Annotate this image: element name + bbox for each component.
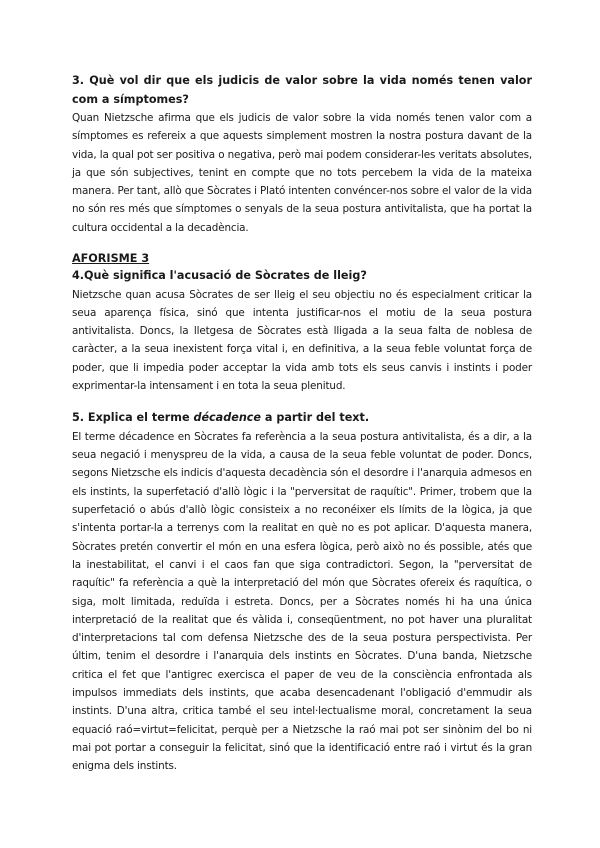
question-5-title-suffix: a partir del text. bbox=[261, 411, 370, 425]
question-5-section bbox=[72, 409, 532, 775]
question-3-section bbox=[72, 72, 532, 237]
aphorism-3-heading: AFORISME 3 bbox=[72, 252, 150, 266]
question-5-title bbox=[72, 409, 532, 428]
document-page bbox=[72, 72, 532, 776]
question-5-answer: El terme décadence en Sòcrates fa referència a la seua postura antivitalista, és a dir, a la seua negació i menyspreu de la vida, a causa de la seua feble voluntat de poder. Doncs, segons Nietzsche els indicis d'aquesta decadència són el desordre i l'anarquia admesos en els instints, la superfetació d'allò lògic i la "perversitat de raquític". Primer, trobem que la superfetació o abús d'allò lògic consisteix a no reconéixer els límits de la lògica, ja que s'intenta portar-la a terrenys com la realitat en què no es pot aplicar. D'aquesta manera, Sòcrates pretén convertir el món en una esfera lògica, però això no és possible, atés que la inestabilitat, el canvi i el caos fan que siga contradictori. Segon, la "perversitat de raquític" fa referència a què la interpretació del món que Sòcrates ofereix és raquítica, o siga, molt limitada, reduïda i estreta. Doncs, per a Sòcrates només hi ha una única interpretació de la realitat que és vàlida i, conseqüentment, no pot haver una pluralitat d'interpretacions tal com defensa Nietzsche des de la seua postura perspectivista. Per últim, tenim el desordre i l'anarquia dels instints en Sòcrates. D'una banda, Nietzsche critica el fet que l'antigrec exercisca el paper de veu de la consciència enfrontada als impulsos immediats dels instints, que acaba desencadenant l'obligació d'emmudir als instints. D'una altra, critica també el seu intel·lectualisme moral, concretament la seua equació raó=virtut=felicitat, perquè per a Nietzsche la raó mai pot ser sinònim del bo ni mai pot portar a conseguir la felicitat, sinó que la identificació entre raó i virtut és la gran enigma dels instints. bbox=[72, 430, 532, 773]
question-3-answer: Quan Nietzsche afirma que els judicis de valor sobre la vida només tenen valor com a símptomes es refereix a que aquests simplement mostren la nostra postura davant de la vida, la qual pot ser positiva o negativa, però mai podem considerar-les veritats absolutes, ja que són subjectives, tenint en compte que no tots percebem la vida de la mateixa manera. Per tant, allò que Sòcrates i Plató intenten convéncer-nos sobre el valor de la vida no són res més que símptomes o senyals de la seua postura antivitalista, que ha portat la cultura occidental a la decadència. bbox=[72, 112, 532, 234]
aphorism-3-section bbox=[72, 251, 532, 395]
question-4-answer: Nietzsche quan acusa Sòcrates de ser lleig el seu objectiu no és especialment criticar la seua aparença física, sinó que intenta justificar-nos el motiu de la seua postura antivitalista. Doncs, la lletgesa de Sòcrates està lligada a la seua falta de noblesa de caràcter, a la seua inexistent força vital i, en definitiva, a la seua feble voluntat força de poder, que li impedia poder acceptar la vida amb tots els seus canvis i instints i poder exprimentar-la intensament i en tota la seua plenitud. bbox=[72, 288, 532, 393]
question-3-title: 3. Què vol dir que els judicis de valor sobre la vida només tenen valor com a símptomes? bbox=[72, 74, 532, 106]
question-4-title: 4.Què significa l'acusació de Sòcrates de lleig? bbox=[72, 269, 367, 283]
question-5-title-term: décadence bbox=[193, 411, 262, 425]
question-5-title-prefix: 5. Explica el terme bbox=[72, 411, 194, 425]
